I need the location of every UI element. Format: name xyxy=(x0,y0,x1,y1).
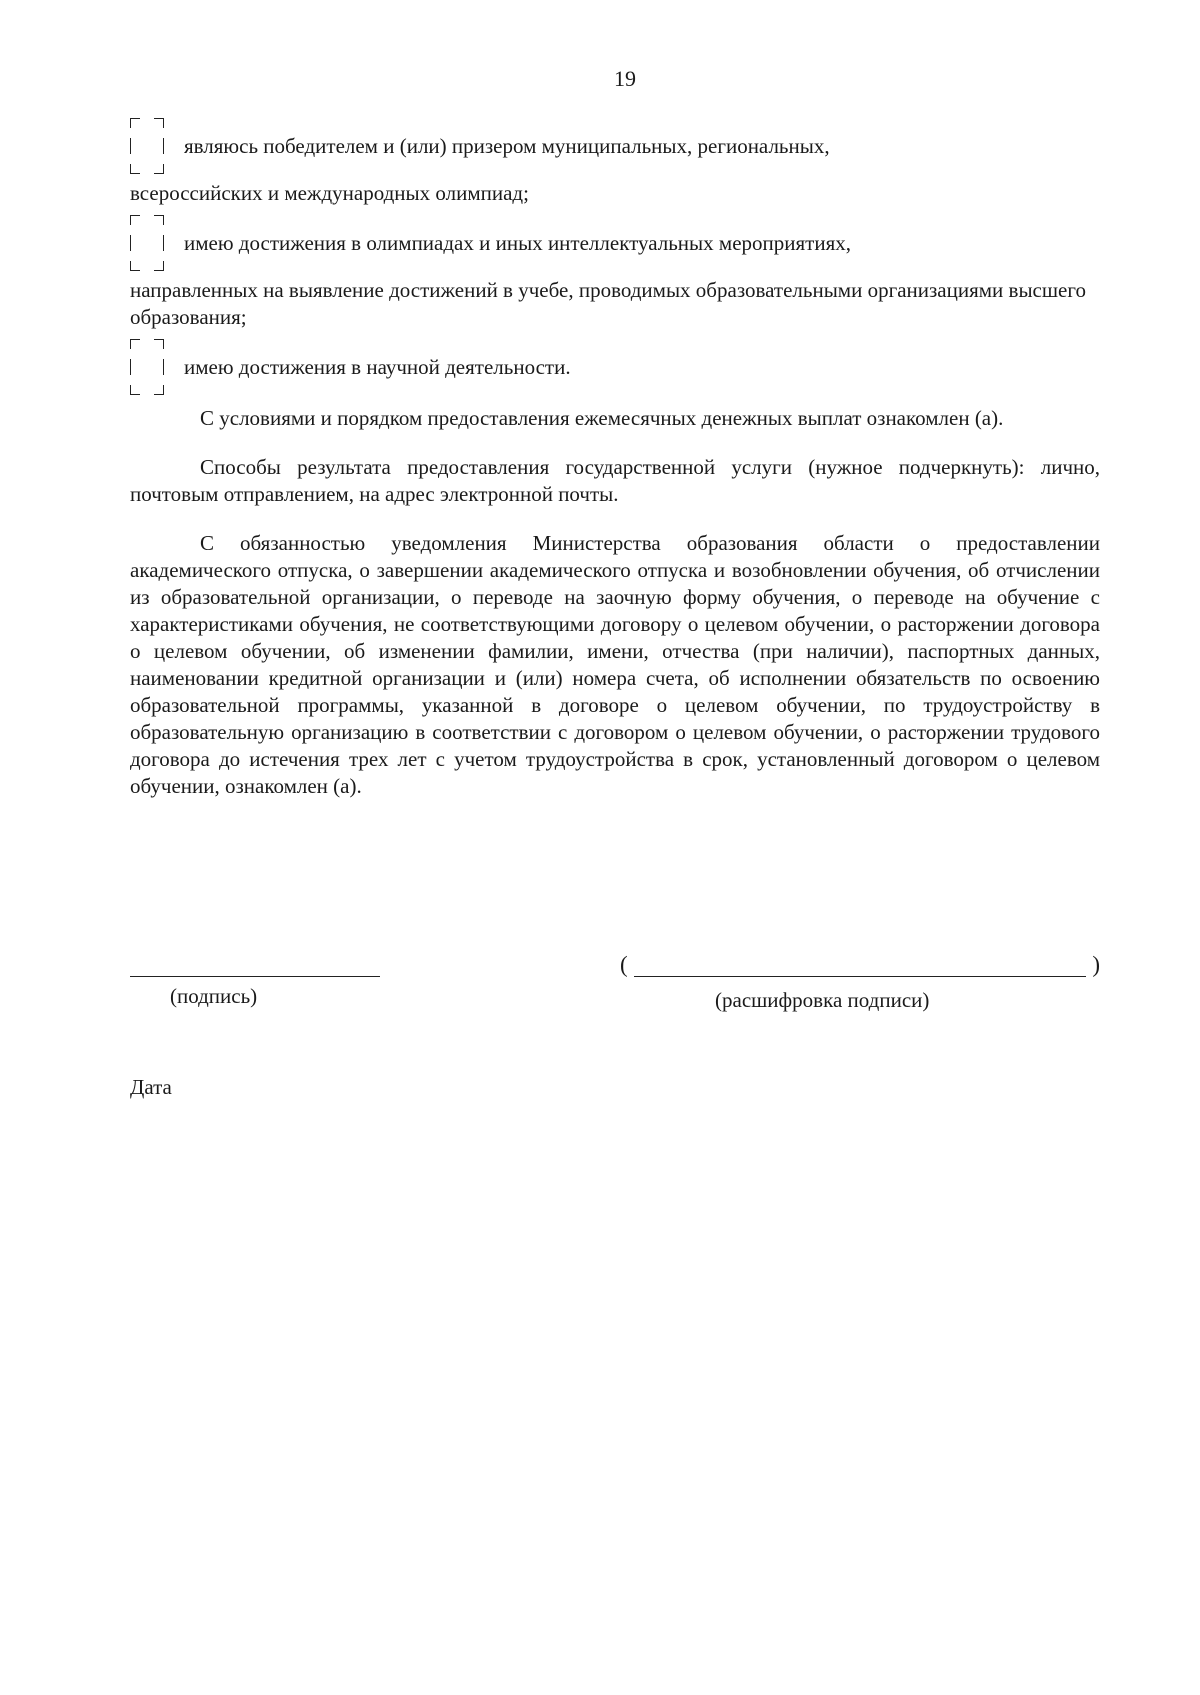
form-body xyxy=(130,118,1100,800)
obligation-paragraph: С обязанностью уведомления Министерства образования области о предоставлении академического отпуска, о завершении академического отпуска и возобновлении обучения, об отчислении из образовательной организации, о переводе на заочную форму обучения, о переводе на обучение с характеристиками обучения, не соответствующими договору о целевом обучении, о расторжении договора о целевом обучении, об изменении фамилии, имени, отчества (при наличии), паспортных данных, наименовании кредитной организации и (или) номера счета, об исполнении обязательств по освоению образовательной программы, указанной в договоре о целевом обучении, по трудоустройству в образовательную организацию в соответствии с договором о целевом обучении, о расторжении трудового договора до истечения трех лет с учетом трудоустройства в срок, установленный договором о целевом обучении, ознакомлен (а). xyxy=(130,531,1100,798)
checkbox-label: имею достижения в научной деятельности. xyxy=(184,354,571,379)
decode-label: (расшифровка подписи) xyxy=(715,988,930,1012)
signature-area xyxy=(130,952,1110,1038)
signature-label: (подпись) xyxy=(170,984,258,1008)
conditions-paragraph: С условиями и порядком предоставления ежемесячных денежных выплат ознакомлен (а). xyxy=(200,406,1004,430)
checkbox-label-continuation: направленных на выявление достижений в учебе, проводимых образовательными организациями высшего образования; xyxy=(130,278,1086,329)
date-label: Дата xyxy=(130,1075,172,1099)
checkbox-row-science-achievements[interactable] xyxy=(130,339,1100,395)
decode-line xyxy=(634,976,1086,977)
signature-decode-field[interactable] xyxy=(620,952,1100,982)
signature-line[interactable] xyxy=(130,976,380,977)
checkbox-label: имею достижения в олимпиадах и иных интеллектуальных мероприятиях, xyxy=(184,230,851,255)
delivery-methods-paragraph: Способы результата предоставления государственной услуги (нужное подчеркнуть): лично, почтовым отправлением, на адрес электронной почты. xyxy=(130,455,1100,506)
checkbox-row-olympiad-achievements[interactable] xyxy=(130,215,1100,271)
open-paren: ( xyxy=(620,952,628,977)
close-paren: ) xyxy=(1092,952,1100,977)
checkbox-row-olympiad-winner[interactable] xyxy=(130,118,1100,174)
checkbox[interactable] xyxy=(130,339,164,395)
checkbox-label-continuation: всероссийских и международных олимпиад; xyxy=(130,181,529,205)
page-number: 19 xyxy=(614,66,636,91)
checkbox-label: являюсь победителем и (или) призером муниципальных, региональных, xyxy=(184,133,830,158)
checkbox[interactable] xyxy=(130,215,164,271)
checkbox[interactable] xyxy=(130,118,164,174)
